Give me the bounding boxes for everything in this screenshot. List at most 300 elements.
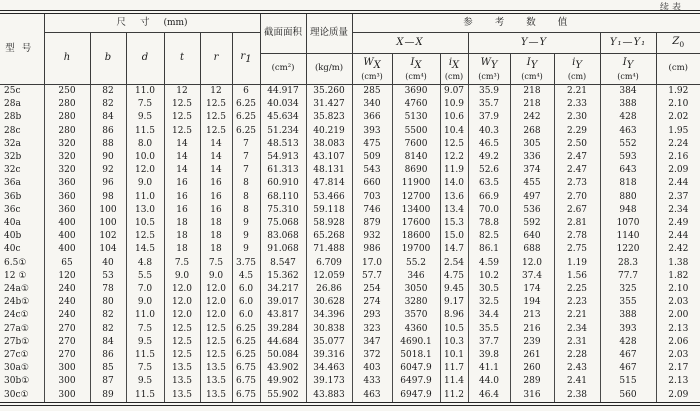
value-cell: 455 [510,177,554,190]
model-cell: 32a [0,138,44,151]
value-cell: 9.17 [440,296,468,309]
value-cell: 12.5 [200,125,232,138]
value-cell: 300 [44,375,90,388]
value-cell: 13.4 [440,204,468,217]
value-cell: 240 [44,283,90,296]
value-cell: 45.634 [260,111,306,124]
table-row [0,349,700,362]
value-cell: 9 [232,243,260,256]
model-cell: 32c [0,164,44,177]
value-cell: 948 [600,204,656,217]
value-cell: 104 [90,243,126,256]
value-cell: 746 [352,204,392,217]
value-cell: 13.5 [200,362,232,375]
value-cell: 39.284 [260,323,306,336]
value-cell: 10.5 [126,217,164,230]
value-cell: 14 [164,138,200,151]
value-cell: 4.75 [440,270,468,283]
value-cell: 240 [44,309,90,322]
value-cell: 30.628 [306,296,352,309]
value-cell: 16 [164,177,200,190]
value-cell: 6.25 [232,349,260,362]
header-ix-radius: $i_X$ (cm) [440,54,468,85]
value-cell: 388 [600,98,656,111]
value-cell: 497 [510,191,554,204]
value-cell: 46.5 [468,138,510,151]
value-cell: 2.70 [554,191,600,204]
value-cell: 18 [164,243,200,256]
value-cell: 75.068 [260,217,306,230]
value-cell: 12.0 [200,309,232,322]
value-cell: 300 [44,389,90,404]
model-cell: 24c① [0,309,44,322]
value-cell: 65 [44,257,90,270]
value-cell: 35.9 [468,85,510,99]
value-cell: 18 [164,217,200,230]
table-row [0,217,700,230]
value-cell: 9.5 [126,375,164,388]
value-cell: 46.4 [468,389,510,404]
value-cell: 6.75 [232,389,260,404]
value-cell: 10.0 [126,151,164,164]
value-cell: 879 [352,217,392,230]
value-cell: 48.513 [260,138,306,151]
value-cell: 96 [90,177,126,190]
value-cell: 403 [352,362,392,375]
value-cell: 85 [90,362,126,375]
value-cell: 4690.1 [392,336,440,349]
value-cell: 2.24 [656,138,700,151]
value-cell: 16 [200,177,232,190]
value-cell: 7 [232,138,260,151]
value-cell: 14 [200,164,232,177]
value-cell: 4.59 [468,257,510,270]
table-row [0,138,700,151]
value-cell: 11.2 [440,389,468,404]
model-cell: 40c [0,243,44,256]
value-cell: 40.034 [260,98,306,111]
value-cell: 280 [44,111,90,124]
value-cell: 12.2 [440,151,468,164]
value-cell: 49.2 [468,151,510,164]
table-row [0,164,700,177]
value-cell: 2.42 [656,243,700,256]
header-axis-y1y1: Y₁—Y₁ [600,33,656,54]
model-cell: 28c [0,125,44,138]
value-cell: 293 [352,309,392,322]
value-cell: 6.0 [232,296,260,309]
header-area: 截面面积 [260,12,306,54]
value-cell: 12.0 [164,309,200,322]
value-cell: 6.0 [232,283,260,296]
value-cell: 16 [200,204,232,217]
value-cell: 6947.9 [392,389,440,404]
value-cell: 2.21 [554,309,600,322]
value-cell: 384 [600,85,656,99]
value-cell: 2.25 [554,283,600,296]
value-cell: 8.0 [126,138,164,151]
model-cell: 27a① [0,323,44,336]
value-cell: 39.017 [260,296,306,309]
value-cell: 61.313 [260,164,306,177]
value-cell: 14 [200,138,232,151]
value-cell: 13.5 [200,389,232,404]
value-cell: 250 [44,85,90,99]
value-cell: 643 [600,164,656,177]
value-cell: 16 [200,191,232,204]
value-cell: 35.260 [306,85,352,99]
value-cell: 218 [510,85,554,99]
value-cell: 274 [352,296,392,309]
value-cell: 65.268 [306,230,352,243]
value-cell: 50.084 [260,349,306,362]
value-cell: 120 [44,270,90,283]
model-cell: 24b① [0,296,44,309]
value-cell: 347 [352,336,392,349]
model-cell: 36c [0,204,44,217]
value-cell: 58.928 [306,217,352,230]
header-dim-b: b [90,33,126,85]
value-cell: 98 [90,191,126,204]
value-cell: 2.09 [656,164,700,177]
table-row [0,296,700,309]
model-cell: 30b① [0,375,44,388]
value-cell: 2.10 [656,283,700,296]
value-cell: 44.684 [260,336,306,349]
model-cell: 25c [0,85,44,99]
value-cell: 78.8 [468,217,510,230]
value-cell: 270 [44,349,90,362]
value-cell: 11.5 [126,349,164,362]
value-cell: 6.25 [232,111,260,124]
value-cell: 7 [232,151,260,164]
table-row [0,230,700,243]
value-cell: 463 [600,125,656,138]
value-cell: 242 [510,111,554,124]
value-cell: 82.5 [468,230,510,243]
value-cell: 2.06 [656,336,700,349]
value-cell: 6.25 [232,323,260,336]
value-cell: 70.0 [468,204,510,217]
value-cell: 12.0 [164,283,200,296]
header-dim-d: d [126,33,164,85]
value-cell: 2.34 [554,323,600,336]
value-cell: 6.75 [232,375,260,388]
table-row [0,375,700,388]
value-cell: 305 [510,138,554,151]
value-cell: 2.33 [554,98,600,111]
value-cell: 374 [510,164,554,177]
value-cell: 323 [352,323,392,336]
value-cell: 14 [200,151,232,164]
value-cell: 1.95 [656,125,700,138]
value-cell: 13.6 [440,191,468,204]
value-cell: 2.67 [554,204,600,217]
value-cell: 9.0 [126,296,164,309]
model-cell: 27c① [0,349,44,362]
value-cell: 7.5 [126,362,164,375]
value-cell: 8690 [392,164,440,177]
value-cell: 1140 [600,230,656,243]
header-mass-unit: (kg/m) [306,54,352,85]
value-cell: 71.488 [306,243,352,256]
value-cell: 75.310 [260,204,306,217]
value-cell: 84 [90,336,126,349]
value-cell: 82 [90,85,126,99]
value-cell: 39.316 [306,349,352,362]
value-cell: 41.1 [468,362,510,375]
value-cell: 986 [352,243,392,256]
value-cell: 2.78 [554,230,600,243]
value-cell: 13400 [392,204,440,217]
value-cell: 2.73 [554,177,600,190]
value-cell: 53.466 [306,191,352,204]
value-cell: 6497.9 [392,375,440,388]
value-cell: 9.0 [126,177,164,190]
value-cell: 14.0 [440,177,468,190]
value-cell: 13.5 [200,375,232,388]
table-row [0,243,700,256]
model-cell: 40b [0,230,44,243]
value-cell: 66.9 [468,191,510,204]
value-cell: 2.23 [554,296,600,309]
model-cell: 36a [0,177,44,190]
value-cell: 10.4 [440,125,468,138]
value-cell: 12.0 [510,257,554,270]
value-cell: 428 [600,111,656,124]
value-cell: 260 [510,362,554,375]
value-cell: 83.068 [260,230,306,243]
value-cell: 1.38 [656,257,700,270]
value-cell: 18 [200,230,232,243]
table-row [0,177,700,190]
value-cell: 26.86 [306,283,352,296]
header-reference: 参考数值 [352,12,700,33]
value-cell: 2.10 [656,98,700,111]
value-cell: 9.5 [126,336,164,349]
value-cell: 4360 [392,323,440,336]
value-cell: 10.2 [468,270,510,283]
value-cell: 174 [510,283,554,296]
header-dimensions: 尺寸(mm) [44,12,260,33]
value-cell: 268 [510,125,554,138]
value-cell: 13.5 [164,362,200,375]
value-cell: 320 [44,138,90,151]
value-cell: 49.902 [260,375,306,388]
value-cell: 289 [510,375,554,388]
model-cell: 28a [0,98,44,111]
value-cell: 19700 [392,243,440,256]
header-axis-yy: Y—Y [468,33,600,54]
table-row [0,125,700,138]
value-cell: 53 [90,270,126,283]
header-model: 型号 [0,12,44,85]
value-cell: 360 [44,191,90,204]
header-iy-radius: $i_Y$ (cm) [554,54,600,85]
value-cell: 12.5 [200,323,232,336]
value-cell: 428 [600,336,656,349]
value-cell: 89 [90,389,126,404]
value-cell: 4.5 [232,270,260,283]
value-cell: 7.5 [164,257,200,270]
value-cell: 320 [44,151,90,164]
value-cell: 2.37 [656,191,700,204]
value-cell: 30.838 [306,323,352,336]
value-cell: 14.5 [126,243,164,256]
value-cell: 91.068 [260,243,306,256]
value-cell: 12.5 [126,230,164,243]
table-row [0,336,700,349]
value-cell: 11.5 [126,125,164,138]
continued-label: 续表 [659,3,684,13]
value-cell: 194 [510,296,554,309]
value-cell: 2.13 [656,375,700,388]
value-cell: 11.5 [126,389,164,404]
header-z0-unit: (cm) [656,54,700,85]
value-cell: 703 [352,191,392,204]
value-cell: 340 [352,98,392,111]
value-cell: 34.396 [306,309,352,322]
value-cell: 336 [510,151,554,164]
header-dim-r: r [200,33,232,85]
header-iy1-moment: $I_Y$ (cm⁴) [600,54,656,85]
value-cell: 12 [200,85,232,99]
value-cell: 17600 [392,217,440,230]
value-cell: 57.7 [352,270,392,283]
value-cell: 9.5 [126,111,164,124]
value-cell: 38.083 [306,138,352,151]
value-cell: 10.6 [440,111,468,124]
value-cell: 15.0 [440,230,468,243]
value-cell: 54.913 [260,151,306,164]
header-dim-t: t [164,33,200,85]
value-cell: 12.5 [200,111,232,124]
value-cell: 14 [164,164,200,177]
header-dim-r1: $r_1$ [232,33,260,85]
value-cell: 31.427 [306,98,352,111]
value-cell: 880 [600,191,656,204]
value-cell: 55.902 [260,389,306,404]
value-cell: 32.5 [468,296,510,309]
value-cell: 11.0 [126,85,164,99]
value-cell: 5500 [392,125,440,138]
value-cell: 660 [352,177,392,190]
value-cell: 9 [232,217,260,230]
value-cell: 218 [510,98,554,111]
value-cell: 2.21 [554,85,600,99]
value-cell: 51.234 [260,125,306,138]
table-row [0,283,700,296]
header-axis-xx: X—X [352,33,468,54]
value-cell: 14 [164,151,200,164]
header-wx: $W_X$ (cm³) [352,54,392,85]
value-cell: 6.25 [232,336,260,349]
value-cell: 7600 [392,138,440,151]
value-cell: 6.75 [232,362,260,375]
header-wy: $W_Y$ (cm³) [468,54,510,85]
value-cell: 1.92 [656,85,700,99]
value-cell: 509 [352,151,392,164]
value-cell: 15.362 [260,270,306,283]
value-cell: 2.17 [656,362,700,375]
value-cell: 18 [200,243,232,256]
value-cell: 18 [200,217,232,230]
value-cell: 2.28 [554,349,600,362]
value-cell: 18 [164,230,200,243]
value-cell: 640 [510,230,554,243]
value-cell: 12700 [392,191,440,204]
value-cell: 355 [600,296,656,309]
value-cell: 86.1 [468,243,510,256]
value-cell: 2.02 [656,111,700,124]
value-cell: 463 [352,389,392,404]
header-z0: $Z_0$ [656,33,700,54]
value-cell: 80 [90,296,126,309]
value-cell: 366 [352,111,392,124]
table-header [0,12,700,85]
value-cell: 372 [352,349,392,362]
value-cell: 40.219 [306,125,352,138]
value-cell: 15.3 [440,217,468,230]
table-row [0,362,700,375]
value-cell: 2.03 [656,349,700,362]
value-cell: 2.47 [554,164,600,177]
value-cell: 280 [44,125,90,138]
value-cell: 34.4 [468,309,510,322]
value-cell: 400 [44,243,90,256]
value-cell: 300 [44,362,90,375]
model-cell: 40a [0,217,44,230]
value-cell: 92 [90,164,126,177]
value-cell: 43.817 [260,309,306,322]
value-cell: 6.25 [232,125,260,138]
value-cell: 11.0 [126,309,164,322]
value-cell: 3280 [392,296,440,309]
model-cell: 36b [0,191,44,204]
header-area-unit: (cm²) [260,54,306,85]
value-cell: 325 [600,283,656,296]
value-cell: 90 [90,151,126,164]
value-cell: 8.547 [260,257,306,270]
value-cell: 7.5 [126,98,164,111]
value-cell: 2.49 [656,217,700,230]
value-cell: 52.6 [468,164,510,177]
value-cell: 552 [600,138,656,151]
value-cell: 11.4 [440,375,468,388]
value-cell: 688 [510,243,554,256]
value-cell: 77.7 [600,270,656,283]
header-iy-moment: $I_Y$ (cm⁴) [510,54,554,85]
value-cell: 10.3 [440,336,468,349]
value-cell: 592 [510,217,554,230]
value-cell: 3.75 [232,257,260,270]
value-cell: 55.2 [392,257,440,270]
value-cell: 100 [90,204,126,217]
value-cell: 12.0 [200,296,232,309]
value-cell: 1.56 [554,270,600,283]
value-cell: 100 [90,217,126,230]
value-cell: 39.8 [468,349,510,362]
value-cell: 30.5 [468,283,510,296]
value-cell: 2.31 [554,336,600,349]
value-cell: 2.09 [656,389,700,404]
value-cell: 1220 [600,243,656,256]
value-cell: 2.43 [554,362,600,375]
value-cell: 216 [510,323,554,336]
value-cell: 12.5 [200,336,232,349]
value-cell: 2.54 [440,257,468,270]
value-cell: 320 [44,164,90,177]
